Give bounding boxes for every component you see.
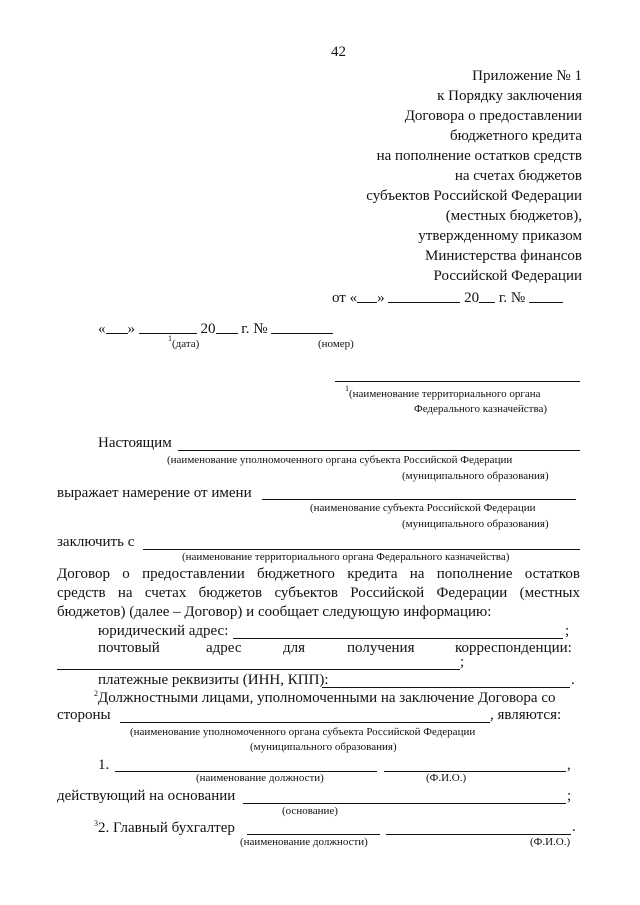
conclude-label: заключить с [57, 534, 135, 550]
number-caption: (номер) [318, 338, 354, 350]
doc-date-line: « » 20 г. № [98, 320, 333, 337]
expresses-label: выражает намерение от имени [57, 485, 252, 501]
legal-address-blank [233, 638, 563, 639]
legal-address-label: юридический адрес: [98, 623, 229, 639]
officials-caption-2: (муниципального образования) [250, 741, 397, 753]
acting-blank [243, 803, 566, 804]
appendix-line: к Порядку заключения [437, 88, 582, 104]
item-1-fio-blank [384, 771, 566, 772]
appendix-line: утвержденному приказом [418, 228, 582, 244]
expresses-caption-2: (муниципального образования) [402, 518, 549, 530]
appendix-line: на пополнение остатков средств [376, 148, 582, 164]
officials-are: , являются: [490, 707, 562, 723]
hereby-blank [178, 450, 580, 451]
item-1-number: 1. [98, 757, 110, 773]
appendix-line: (местных бюджетов), [445, 208, 582, 224]
paragraph-line: средств на счетах бюджетов субъектов Российской Федерации (местных [57, 585, 580, 601]
basis-caption: (основание) [282, 805, 338, 817]
hereby-caption-1: (наименование уполномоченного органа субъекта Российской Федерации [167, 454, 513, 466]
conclude-blank [143, 549, 580, 550]
paragraph-line: бюджетов) (далее – Договор) и сообщает следующую информацию: [57, 604, 492, 620]
conclude-caption: (наименование территориального органа Федерального казначейства) [182, 551, 510, 563]
legal-address-end: ; [565, 623, 570, 639]
officials-caption-1: (наименование уполномоченного органа субъекта Российской Федерации [130, 726, 476, 738]
officials-side: стороны [57, 707, 111, 723]
recipient-caption-2: Федерального казначейства) [414, 403, 548, 415]
page-number: 42 [331, 44, 346, 60]
postal-word: корреспонденции: [455, 640, 572, 656]
appendix-line: Министерства финансов [425, 248, 582, 264]
officials-line: $^2$Должностными лицами, уполномоченными на заключение Договора со [94, 689, 556, 706]
item-2-position-blank [247, 834, 380, 835]
postal-word: для [283, 640, 306, 656]
item-2-label: $^3$2. Главный бухгалтер [94, 819, 235, 836]
hereby-caption-2: (муниципального образования) [402, 470, 549, 482]
appendix-line: Российской Федерации [433, 268, 582, 284]
position-caption-2: (наименование должности) [240, 836, 368, 848]
paragraph-line: Договор о предоставлении бюджетного кредита на пополнение остатков [57, 566, 580, 582]
date-caption: $^1$(дата) [168, 334, 200, 350]
postal-blank [57, 669, 460, 670]
postal-end: ; [460, 654, 465, 670]
acting-end: ; [567, 788, 572, 804]
order-date-line: от « » 20 г. № [332, 289, 563, 306]
appendix-line: бюджетного кредита [450, 128, 582, 144]
appendix-line: на счетах бюджетов [454, 168, 582, 184]
appendix-line: Договора о предоставлении [404, 108, 582, 124]
appendix-line: субъектов Российской Федерации [366, 188, 582, 204]
officials-blank [120, 722, 490, 723]
payment-blank [322, 687, 570, 688]
item-1-end: , [567, 757, 571, 773]
fio-caption: (Ф.И.О.) [426, 772, 467, 784]
postal-word: почтовый [98, 640, 160, 656]
recipient-caption-1: $^1$(наименование территориального органа [345, 384, 541, 400]
hereby-label: Настоящим [98, 435, 172, 451]
item-2-fio-blank [386, 834, 571, 835]
expresses-blank [262, 499, 576, 500]
item-2-end: . [572, 819, 576, 835]
position-caption: (наименование должности) [196, 772, 324, 784]
postal-word: адрес [206, 640, 242, 656]
acting-label: действующий на основании [57, 788, 236, 804]
postal-word: получения [347, 640, 415, 656]
expresses-caption-1: (наименование субъекта Российской Федерации [310, 502, 536, 514]
payment-end: . [571, 672, 575, 688]
payment-label: платежные реквизиты (ИНН, КПП): [98, 672, 329, 688]
appendix-line: Приложение № 1 [472, 68, 582, 84]
recipient-line [335, 381, 580, 382]
fio-caption-2: (Ф.И.О.) [530, 836, 571, 848]
